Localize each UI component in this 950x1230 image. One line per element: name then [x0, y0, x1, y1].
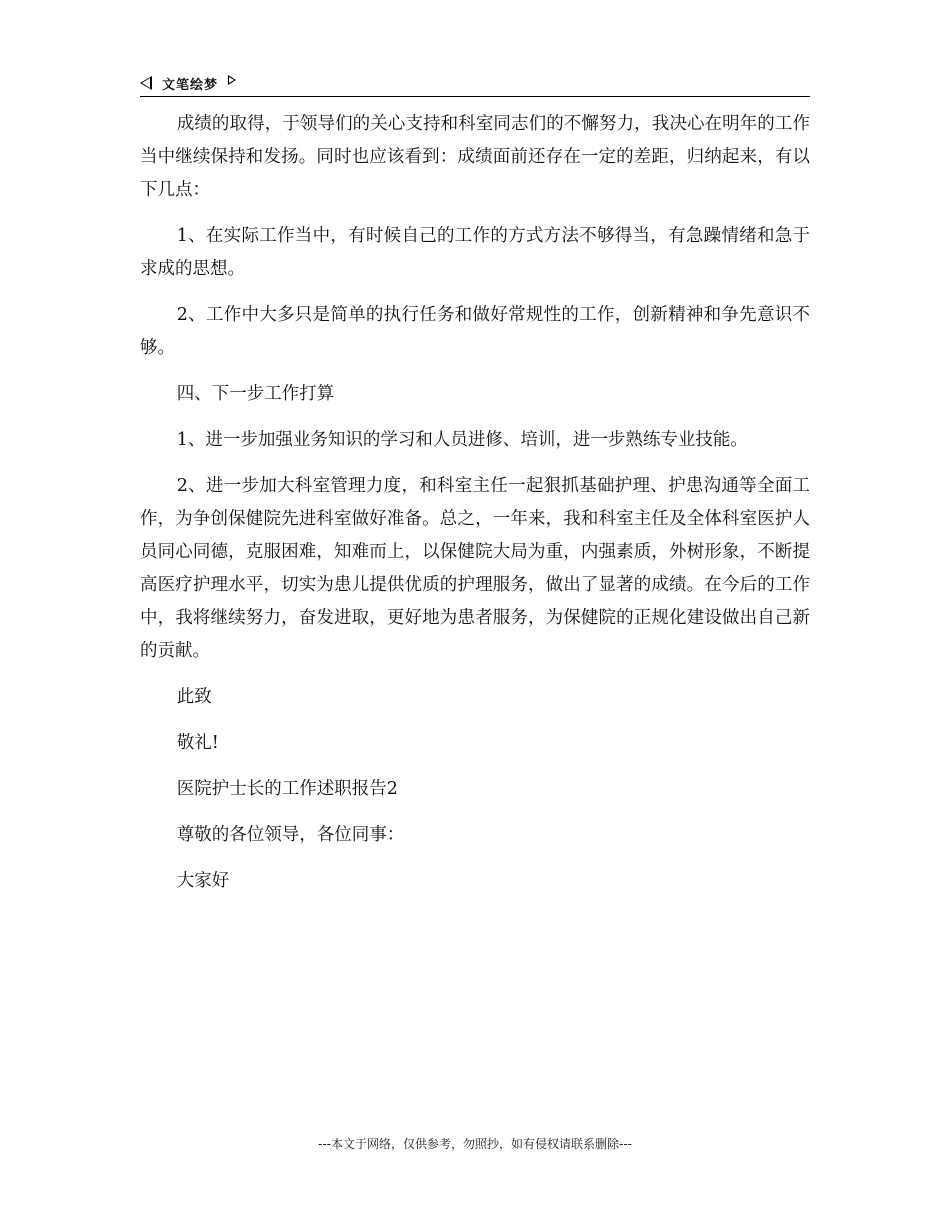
document-body [140, 108, 810, 911]
page-header [140, 70, 810, 97]
paragraph: 成绩的取得，于领导们的关心支持和科室同志们的不懈努力，我决心在明年的工作当中继续保持和发扬。同时也应该看到：成绩面前还存在一定的差距，归纳起来，有以下几点： [140, 114, 810, 200]
greeting: 大家好 [176, 871, 230, 891]
paragraph: 2、工作中大多只是简单的执行任务和做好常规性的工作，创新精神和争先意识不够。 [140, 305, 810, 358]
closing-line: 敬礼! [176, 733, 219, 753]
triangle-right-icon [228, 75, 236, 85]
triangle-left-icon [140, 76, 152, 90]
footer-disclaimer: ---本文于网络，仅供参考，勿照抄，如有侵权请联系删除--- [318, 1137, 632, 1151]
brand-label: 文笔绘梦 [162, 77, 219, 93]
salutation: 尊敬的各位领导，各位同事： [176, 825, 405, 845]
paragraph: 1、在实际工作当中，有时候自己的工作的方式方法不够得当，有急躁情绪和急于求成的思想。 [140, 226, 810, 279]
paragraph: 2、进一步加大科室管理力度，和科室主任一起狠抓基础护理、护患沟通等全面工作，为争创保健院先进科室做好准备。总之，一年来，我和科室主任及全体科室医护人员同心同德，克服困难，知难而上，以保健院大局为重，内强素质，外树形象，不断提高医疗护理水平，切实为患儿提供优质的护理服务，做出了显著的成绩。在今后的工作中，我将继续努力，奋发进取，更好地为患者服务，为保健院的正规化建设做出自己新的贡献。 [140, 476, 810, 661]
section-heading: 四、下一步工作打算 [176, 384, 335, 404]
closing-line: 此致 [176, 687, 212, 707]
paragraph: 1、进一步加强业务知识的学习和人员进修、培训，进一步熟练专业技能。 [176, 430, 748, 450]
document-title: 医院护士长的工作述职报告2 [176, 779, 398, 799]
